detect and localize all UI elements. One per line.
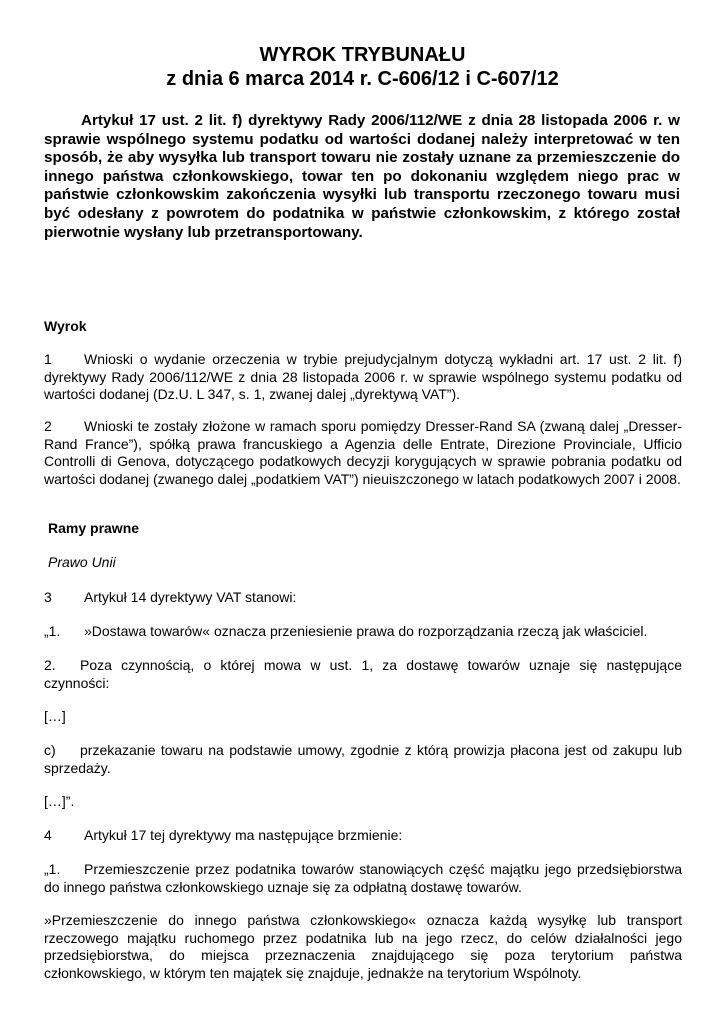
quote-text: Przemieszczenie przez podatnika towarów stanowiących część majątku jego przedsiębiorstwa do innego państwa członkowskiego uznaje się za odpłatną dostawę towarów. [44,861,682,895]
quote-number: „1. [44,623,61,639]
ellipsis-closing: […]”. [44,793,75,809]
paragraph-text: Artykuł 14 dyrektywy VAT stanowi: [84,589,297,605]
paragraph-number: 2 [44,418,52,434]
quote-point-1 [44,623,682,641]
quote-art17-definition: »Przemieszczenie do innego państwa członkowskiego« oznacza każdą wysyłkę lub transport rzeczowego majątku ruchomego przez podatnika lub na jego rzecz, do celów działalności jego przedsiębiorstwa, do miejsca przeznaczenia znajdującego się poza terytorium państwa członkowskiego, w którym ten majątek się znajduje, jednakże na terytorium Wspólnoty. [44,912,682,981]
paragraph-3 [44,589,682,607]
paragraph-number: 1 [44,351,52,367]
paragraph-number: 4 [44,827,52,843]
quote-text: Poza czynnością, o której mowa w ust. 1, za dostawę towarów uznaje się następujące czynności: [44,657,682,691]
paragraph-text: Wnioski o wydanie orzeczenia w trybie prejudycjalnym dotyczą wykładni art. 17 ust. 2 lit. f) dyrektywy Rady 2006/112/WE z dnia 28 listopada 2006 r. w sprawie wspólnego systemu podatku od wartości dodanej (Dz.U. L 347, s. 1, zwanej dalej „dyrektywą VAT”). [44,351,682,402]
ellipsis: […] [44,708,66,724]
quote-number: 2. [44,657,56,673]
paragraph-text: Wnioski te zostały złożone w ramach sporu pomiędzy Dresser-Rand SA (zwaną dalej „Dresser-Rand France”), spółką prawa francuskiego a Agenzia delle Entrate, Direzione Provinciale, Ufficio Controlli di Genova, dotyczącego podatkowych decyzji korygujących w sprawie pobrania podatku od wartości dodanej (zwanego dalej „podatkiem VAT”) nieuiszczonego w latach podatkowych 2007 i 2008. [44,418,682,487]
quote-text: »Dostawa towarów« oznacza przeniesienie prawa do rozporządzania rzeczą jak właściciel. [84,623,648,639]
judgment-summary: Artykuł 17 ust. 2 lit. f) dyrektywy Rady 2006/112/WE z dnia 28 listopada 2006 r. w sprawie wspólnego systemu podatku od wartości dodanej należy interpretować w ten sposób, że aby wysyłka lub transport towaru nie zostały uznane za przemieszczenie do innego państwa członkowskiego, towar ten po dokonaniu względem niego prac w państwie członkowskim zakończenia wysyłki lub transportu rzeczonego towaru musi być odesłany z powrotem do podatnika w państwie członkowskim, z którego został pierwotnie wysłany lub przetransportowany. [44,112,680,241]
paragraph-2 [44,418,682,488]
document-title: WYROK TRYBUNAŁU [259,44,466,66]
paragraph-number: 3 [44,589,52,605]
paragraph-text: Artykuł 17 tej dyrektywy ma następujące brzmienie: [84,827,403,843]
section-heading-wyrok: Wyrok [44,318,87,334]
quote-text: przekazanie towaru na podstawie umowy, zgodnie z którą prowizja płacona jest od zakupu lub sprzedaży. [44,742,682,776]
quote-point-2 [44,657,682,692]
document-subtitle: z dnia 6 marca 2014 r. C-606/12 i C-607/12 [166,68,559,90]
quote-number: „1. [44,861,61,877]
quote-point-c [44,742,682,777]
quote-number: c) [44,742,56,758]
paragraph-1 [44,351,682,404]
section-heading-ramy-prawne: Ramy prawne [48,520,140,536]
quote-art17-point-1 [44,861,682,896]
subsection-heading-prawo-unii: Prawo Unii [48,554,116,570]
paragraph-4 [44,827,682,845]
